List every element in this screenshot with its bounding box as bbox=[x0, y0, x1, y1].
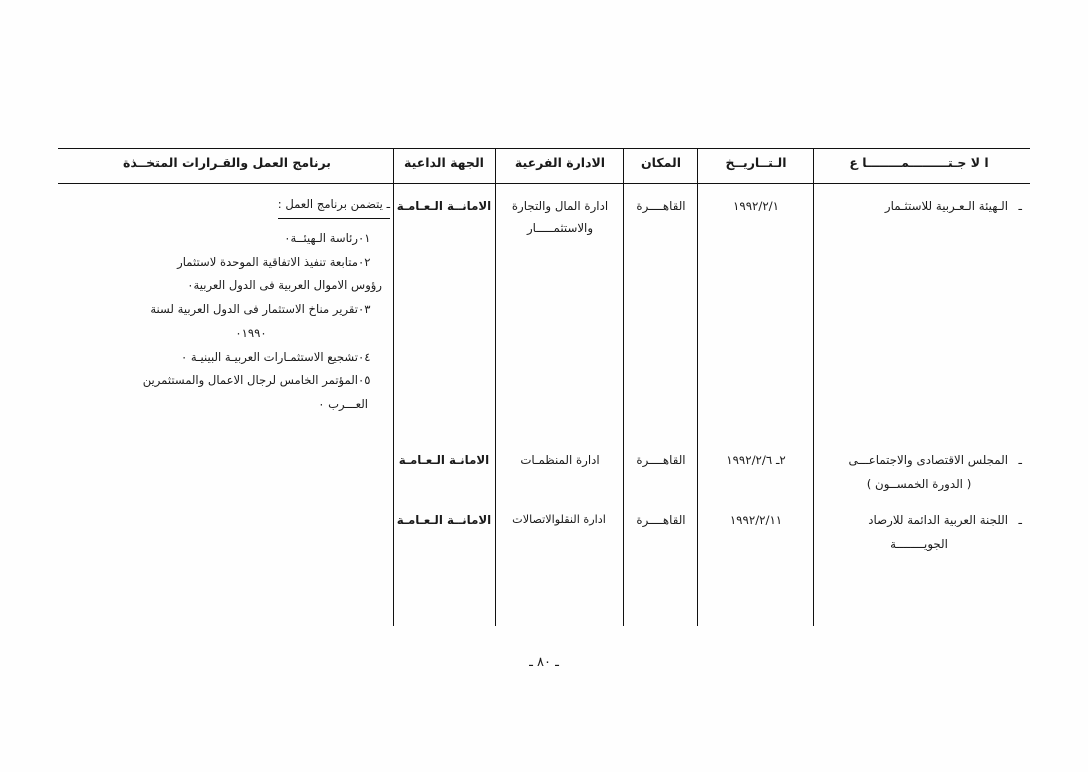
program-item bbox=[64, 251, 390, 275]
program-item-text: تشجيع الاستثمـارات العربيـة البينيـة ٠ bbox=[180, 349, 358, 364]
meeting-place: القاهــــرة bbox=[636, 453, 686, 467]
row-dash: ـ bbox=[1018, 513, 1022, 527]
program-item-number: ٠٣ bbox=[358, 302, 371, 317]
header-date: الـتــاريــخ bbox=[725, 155, 787, 170]
program-item-number: ٠١ bbox=[358, 230, 371, 245]
column-separator-3 bbox=[623, 149, 624, 626]
column-separator-4 bbox=[495, 149, 496, 626]
subsidiary-dept-line1: ادارة المال والتجارة bbox=[511, 199, 609, 213]
host-entity: الامانــة الـعـامـة bbox=[396, 513, 492, 527]
meeting-title-line2: الجويــــــــة bbox=[890, 537, 948, 551]
page-number: ـ ٨٠ ـ bbox=[529, 655, 559, 670]
program-item-text-cont: رؤوس الاموال العربية فى الدول العربية٠ bbox=[187, 278, 382, 293]
program-item-text: رئاسة الـهيئــة٠ bbox=[284, 230, 358, 245]
meeting-title-line2: ( الدورة الخمســون ) bbox=[866, 477, 972, 491]
row-dash: ـ bbox=[1018, 199, 1022, 213]
program-of-work bbox=[64, 193, 390, 417]
program-intro: ـ يتضمن برنامج العمل : bbox=[64, 193, 390, 219]
subsidiary-dept-line1: ادارة المنظمـات bbox=[520, 453, 600, 467]
program-item-text-cont: ٠١٩٩٠ bbox=[235, 325, 267, 340]
meeting-place: القاهــــرة bbox=[636, 513, 686, 527]
program-item-text: متابعة تنفيذ الاتفاقية الموحدة لاستثمار bbox=[177, 254, 358, 269]
meeting-title: الـهيئة الـعـربية للاستثـمار bbox=[884, 199, 1008, 213]
header-meeting: ا لا جـتـــــــــمــــــــا ع bbox=[849, 155, 989, 170]
header-host-entity: الجهة الداعية bbox=[404, 155, 484, 170]
column-separator-5 bbox=[393, 149, 394, 626]
meeting-place: القاهــــرة bbox=[636, 199, 686, 213]
table-row bbox=[816, 195, 1022, 219]
meeting-date: ١٩٩٢/٢/١ bbox=[733, 199, 779, 213]
program-item-text-cont: العـــرب ٠ bbox=[318, 397, 368, 412]
subsidiary-dept-line2: والاستثمـــــار bbox=[526, 221, 594, 235]
program-item bbox=[64, 298, 390, 322]
subsidiary-dept-line1: ادارة النقلوالاتصالات bbox=[512, 513, 606, 526]
program-item-text: تقرير مناخ الاستثمار فى الدول العربية لسنة bbox=[150, 302, 358, 317]
host-entity: الامانـة الـعـامـة bbox=[398, 453, 490, 467]
header-place: المكان bbox=[641, 155, 681, 170]
meeting-date: ٢ـ ١٩٩٢/٢/٦ bbox=[726, 453, 786, 467]
program-item bbox=[64, 369, 390, 393]
column-separator-2 bbox=[697, 149, 698, 626]
program-item-number: ٠٤ bbox=[358, 349, 371, 364]
header-rule bbox=[58, 183, 1030, 184]
table-row bbox=[816, 509, 1022, 533]
meeting-title: المجلس الاقتصادى والاجتماعـــى bbox=[848, 453, 1008, 467]
program-item-text: المؤتمر الخامس لرجال الاعمال والمستثمرين bbox=[142, 373, 358, 388]
table-row bbox=[816, 449, 1022, 473]
meeting-title: اللجنة العربية الدائمة للارصاد bbox=[868, 513, 1008, 527]
header-program: برنامج العمل والقـرارات المتخــذة bbox=[123, 155, 331, 170]
program-item bbox=[64, 227, 390, 251]
program-item-number: ٠٥ bbox=[358, 373, 371, 388]
header-subsidiary-dept: الادارة الفرعية bbox=[514, 155, 606, 170]
row-dash: ـ bbox=[1018, 453, 1022, 467]
program-item-number: ٠٢ bbox=[358, 254, 371, 269]
program-item bbox=[64, 346, 390, 370]
meetings-table bbox=[58, 148, 1030, 626]
host-entity: الامانــة الـعـامـة bbox=[396, 199, 492, 213]
meeting-date: ١٩٩٢/٢/١١ bbox=[729, 513, 783, 527]
